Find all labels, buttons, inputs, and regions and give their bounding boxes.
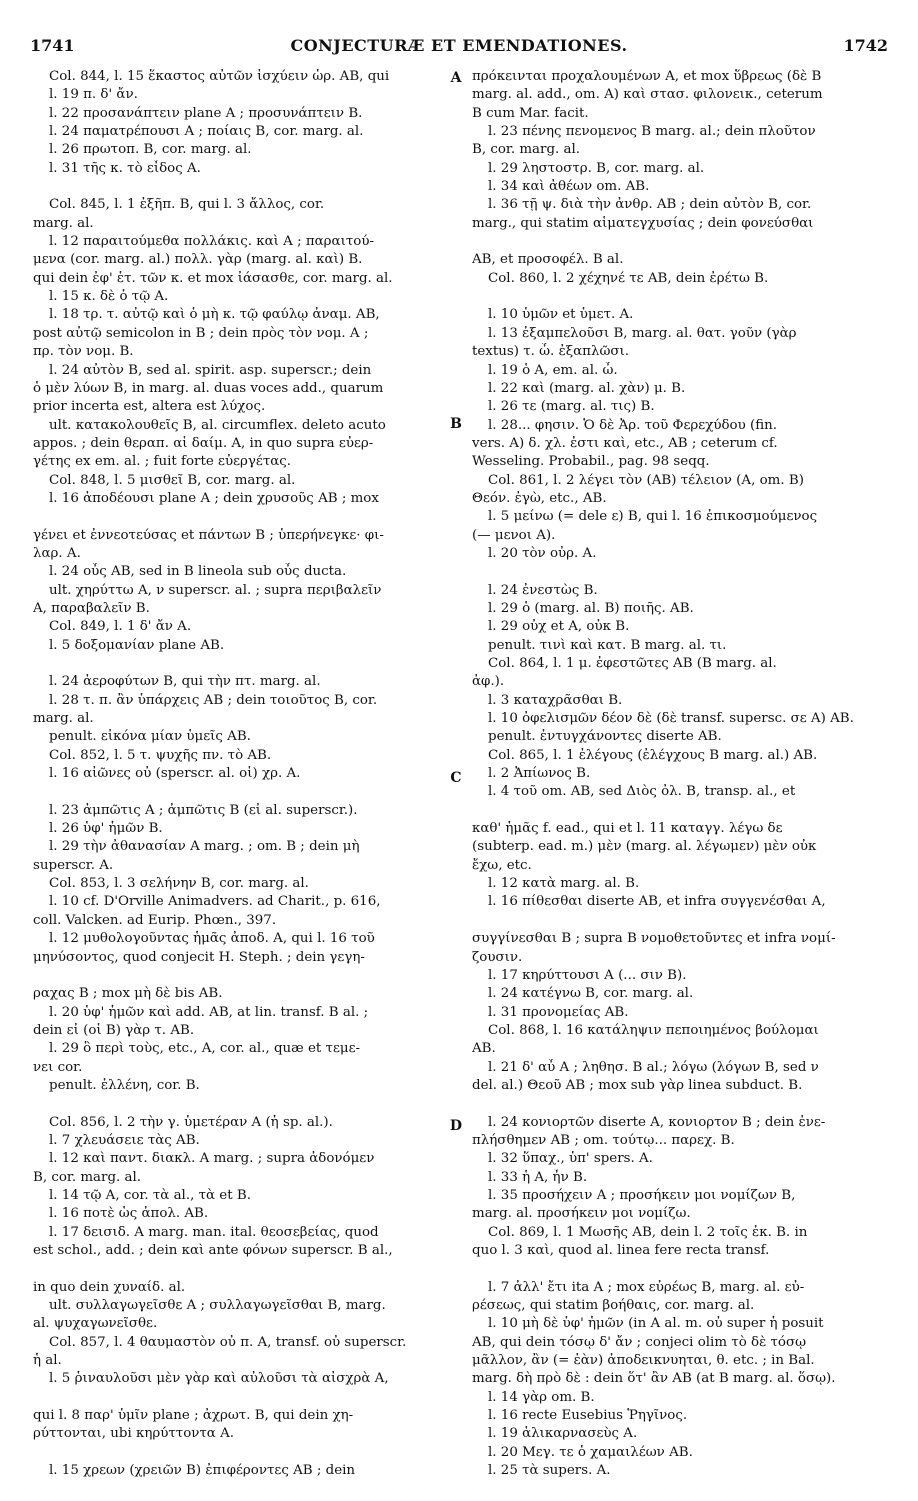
text-line: marg. al. προσήκειν μοι νομίζω. [472, 1206, 691, 1222]
text-line: l. 28 τ. π. ἂν ὑπάρχεις AB ; dein τοιοῦτος B, cor. [49, 692, 378, 708]
page-number-right: 1742 [843, 36, 888, 55]
text-line [472, 233, 882, 251]
text-line: Col. 849, l. 1 δ' ἄν A. [49, 619, 192, 635]
text-line: B cum Mar. facit. [472, 105, 589, 121]
text-line: l. 14 τῷ A, cor. τὰ al., τὰ et B. [49, 1187, 251, 1203]
text-line: Col. 865, l. 1 ἐλέγους (ἐλέγχους B marg. al.) AB. [488, 747, 818, 763]
text-line: l. 24 ἀεροφύτων B, qui τὴν πτ. marg. al. [49, 674, 321, 690]
text-line: l. 22 καὶ (marg. al. χὰν) μ. B. [488, 380, 686, 396]
text-line: l. 25 τὰ supers. A. [488, 1463, 611, 1479]
text-line: l. 7 χλευάσειε τὰς AB. [49, 1132, 200, 1148]
text-line: l. 24 κονιορτῶν diserte A, κονιορτον B ; dein ἐνε- [488, 1114, 826, 1130]
text-line: νει cor. [33, 1059, 83, 1075]
text-line: Col. 857, l. 4 θαυμαστὸν οὐ π. A, transf. οὐ superscr. [49, 1334, 407, 1350]
text-line: vers. A) δ. χλ. ἐστι καὶ, etc., AB ; ceterum cf. [472, 435, 778, 451]
text-line: al. ψυχαγωνεῖσθε. [33, 1316, 158, 1332]
text-line: ζουσιν. [472, 949, 523, 965]
text-line: πλήσθημεν AB ; om. τούτῳ... παρεχ. B. [472, 1132, 735, 1148]
text-line: l. 26 πρωτοπ. B, cor. marg. al. [49, 142, 252, 158]
text-line: coll. Valcken. ad Eurip. Phœn., 397. [33, 912, 277, 928]
text-line: ἡ al. [33, 1353, 62, 1369]
text-line: AB, qui dein τόσῳ δ' ἄν ; conjeci olim τὸ δὲ τόσῳ [472, 1334, 807, 1350]
text-line: l. 10 ὑμῶν et ὑμετ. A. [488, 307, 634, 323]
text-line: l. 20 Μεγ. τε ὁ χαμαιλέων AB. [488, 1444, 693, 1460]
text-line: l. 20 ὑφ' ἡμῶν καὶ add. AB, at lin. transf. B al. ; [49, 1004, 369, 1020]
text-line: l. 10 μὴ δὲ ὑφ' ἡμῶν (in A al. m. οὐ super ἡ posuit [488, 1316, 824, 1332]
text-line: l. 21 δ' αὖ A ; ληθησ. B al.; λόγω (λόγων B, sed ν [488, 1059, 819, 1075]
text-line: Wesseling. Probabil., pag. 98 seqq. [472, 454, 710, 470]
text-line: l. 28... φησιν. Ὁ δὲ Ἀρ. τοῦ Φερεχύδου (fin. [488, 417, 778, 433]
text-line: πρ. τὸν νομ. B. [33, 344, 134, 360]
text-line: l. 2 Ἀπίωνος B. [488, 766, 591, 782]
text-line: καθ' ἡμᾶς f. ead., qui et l. 11 καταγγ. λέγω δε [472, 821, 783, 837]
text-line: ult. συλλαγωγεῖσθε A ; συλλαγωγεῖσθαι B, marg. [49, 1298, 386, 1314]
text-line [33, 1095, 443, 1113]
text-line [472, 1095, 882, 1113]
text-line: l. 10 ὀφελισμῶν δέον δὲ (δὲ transf. supersc. σε A) AB. [488, 711, 854, 727]
text-line: l. 15 κ. δὲ ὁ τῷ A. [49, 289, 169, 305]
text-line: μηνύσοντος, quod conjecit H. Steph. ; dein γεγη- [33, 949, 365, 965]
text-line: l. 22 προσανάπτειν plane A ; προσυνάπτειν B. [49, 105, 363, 121]
text-line: B, cor. marg. al. [33, 1169, 142, 1185]
text-line: Col. 853, l. 3 σελήνην B, cor. marg. al. [49, 876, 309, 892]
text-line: B, cor. marg. al. [472, 142, 581, 158]
text-line: superscr. A. [33, 857, 114, 873]
text-line: l. 15 χρεων (χρειῶν B) ἐπιφέροντες AB ; dein [49, 1463, 356, 1479]
text-line: l. 14 γὰρ om. B. [488, 1389, 595, 1405]
text-line: l. 18 τρ. τ. αὐτῷ καὶ ὁ μὴ κ. τῷ φαύλῳ ἀναμ. AB, [49, 307, 380, 323]
text-line: Col. 848, l. 5 μισθεῖ B, cor. marg. al. [49, 472, 296, 488]
text-line: penult. ἐλλένη, cor. B. [49, 1077, 200, 1093]
text-line: συγγίνεσθαι B ; supra B νομοθετοῦντες et infra νομί- [472, 931, 836, 947]
text-line: l. 29 οὐχ et A, οὐκ B. [488, 619, 630, 635]
text-line: penult. ἐντυγχάνοντες diserte AB. [488, 729, 722, 745]
text-line: (subterp. ead. m.) μὲν (marg. al. λέγωμεν) μὲν οὐκ [472, 839, 817, 855]
text-line: dein εἰ (οἱ B) γὰρ τ. AB. [33, 1022, 195, 1038]
text-line: l. 17 δεισιδ. A marg. man. ital. θεοσεβείας, quod [49, 1224, 379, 1240]
text-line [33, 1260, 443, 1278]
margin-letter: D [449, 1118, 463, 1134]
text-line: AB. [472, 1041, 496, 1057]
margin-letter: B [450, 416, 462, 432]
text-line: l. 24 κατέγνω B, cor. marg. al. [488, 986, 694, 1002]
text-line: l. 17 κηρύττουσι A (... σιν B). [488, 967, 687, 983]
text-line: Col. 860, l. 2 χέχηνέ τε AB, dein ἐρέτω B. [488, 270, 769, 286]
text-line: l. 16 ποτὲ ὡς ἀπολ. AB. [49, 1206, 209, 1222]
text-line: AB, et προσοφέλ. B al. [472, 252, 624, 268]
text-line [33, 967, 443, 985]
text-line: πρόκεινται προχαλουμένων A, et mox ὕβρεως (δὲ B [472, 69, 822, 84]
text-line: ἔχω, etc. [472, 857, 532, 873]
text-line: Col. 861, l. 2 λέγει τὸν (AB) τέλειον (A, om. B) [488, 472, 804, 488]
text-line: Col. 868, l. 16 κατάληψιν πεποιημένος βούλομαι [488, 1022, 819, 1038]
text-line: (— μενοι A). [472, 527, 556, 543]
page-number-left: 1741 [30, 36, 75, 55]
text-line: l. 10 cf. D'Orville Animadvers. ad Charit., p. 616, [49, 894, 381, 910]
text-line: l. 36 τῇ ψ. διὰ τὴν ἀνθρ. AB ; dein αὐτὸν B, cor. [488, 197, 812, 213]
text-line: marg. δὴ πρὸ δὲ : dein ὅτ' ἂν AB (at B marg. al. ὅσῳ). [472, 1371, 836, 1387]
text-line: in quo dein χυναίδ. al. [33, 1279, 186, 1295]
text-line: l. 24 αὐτὸν B, sed al. spirit. asp. superscr.; dein [49, 362, 372, 378]
text-line: Col. 845, l. 1 ἐξῆπ. B, qui l. 3 ἄλλος, cor. [49, 197, 325, 213]
text-line: l. 19 ὁ A, em. al. ὦ. [488, 362, 618, 378]
text-line: l. 31 τῆς κ. τὸ εἶδος A. [49, 160, 201, 176]
text-line [472, 1260, 882, 1278]
text-line: marg. al. [33, 215, 94, 231]
left-column [33, 68, 443, 1480]
text-line: l. 5 ῥιναυλοῦσι μὲν γὰρ καὶ αὐλοῦσι τὰ αἰσχρὰ A, [49, 1371, 389, 1387]
text-line: l. 32 ὕπαχ., ὑπ' spers. A. [488, 1151, 653, 1167]
text-line: Col. 844, l. 15 ἕκαστος αὐτῶν ἰσχύειν ὡρ. AB, qui [49, 69, 390, 84]
text-line: textus) τ. ὦ. ἐξαπλῶσι. [472, 344, 630, 360]
text-line [33, 1389, 443, 1407]
text-line: l. 33 ἡ A, ἦν B. [488, 1169, 588, 1185]
text-line: marg., qui statim αἱματεγχυσίας ; dein φονεύσθαι [472, 215, 814, 231]
text-line: μᾶλλον, ἂν (= ἐὰν) ἀποδεικνυηται, θ. etc. ; in Bal. [472, 1353, 815, 1369]
text-line [33, 178, 443, 196]
text-line: l. 26 τε (marg. al. τις) B. [488, 399, 655, 415]
text-line: l. 31 προνομείας AB. [488, 1004, 629, 1020]
text-line: l. 12 κατὰ marg. al. B. [488, 876, 640, 892]
margin-letter: A [450, 70, 462, 86]
text-line: Col. 852, l. 5 τ. ψυχῆς πν. τὸ AB. [49, 747, 272, 763]
margin-letter: C [450, 770, 462, 786]
text-line [33, 783, 443, 801]
text-line: l. 16 recte Eusebius Ῥηγῖνος. [488, 1408, 688, 1424]
text-line: ὁ μὲν λύων B, in marg. al. duas voces add., quarum [33, 380, 384, 396]
right-column [472, 68, 882, 1480]
text-line: l. 12 μυθολογοῦντας ἡμᾶς ἀποδ. A, qui l. 16 τοῦ [49, 931, 375, 947]
text-line: post αὐτῷ semicolon in B ; dein πρὸς τὸν νομ. A ; [33, 325, 369, 341]
text-line: appos. ; dein θεραπ. αἱ δαίμ. A, in quo supra εὐερ- [33, 435, 374, 451]
text-line: l. 29 τὴν ἀθανασίαν A marg. ; om. B ; dein μὴ [49, 839, 360, 855]
text-line: l. 23 πένης πενομενος B marg. al.; dein πλοῦτον [488, 124, 816, 140]
text-line: γένει et ἐννεοτεύσας et πάντων B ; ὑπερήνεγκε· φι- [33, 527, 384, 543]
text-line [472, 802, 882, 820]
text-line: marg. al. [33, 711, 94, 727]
text-line: A, παραβαλεῖν B. [33, 600, 150, 616]
text-line: ἀφ.). [472, 674, 505, 690]
text-line [472, 563, 882, 581]
text-line: l. 19 ἁλικαρνασεὺς A. [488, 1426, 638, 1442]
text-line: marg. al. add., om. A) καὶ στασ. φιλονεικ., ceterum [472, 87, 823, 103]
text-line: prior incerta est, altera est λύχος. [33, 399, 266, 415]
text-line [472, 288, 882, 306]
text-line: del. al.) Θεοῦ AB ; mox sub γὰρ linea subduct. B. [472, 1077, 803, 1093]
text-line: qui l. 8 παρ' ὑμῖν plane ; ἀχρωτ. B, qui dein χη- [33, 1408, 354, 1424]
text-line: l. 4 τοῦ om. AB, sed Διὸς ὀλ. B, transp. al., et [488, 784, 796, 800]
text-line [33, 655, 443, 673]
text-line: ult. κατακολουθεῖς B, al. circumflex. deleto acuto [49, 417, 386, 433]
text-line: penult. τινὶ καὶ κατ. B marg. al. τι. [488, 637, 727, 653]
text-line: l. 24 παματρέπουσι A ; ποίαις B, cor. marg. al. [49, 124, 364, 140]
text-line: ραχας B ; mox μὴ δὲ bis AB. [33, 986, 223, 1002]
text-line: l. 12 παραιτούμεθα πολλάκις. καὶ A ; παραιτού- [49, 234, 374, 250]
text-line: est schol., add. ; dein καὶ ante φόνων superscr. B al., [33, 1243, 393, 1258]
text-line: l. 3 καταχρᾶσθαι B. [488, 692, 623, 708]
text-line: l. 12 καὶ παντ. διακλ. A marg. ; supra ἀδονόμεν [49, 1151, 375, 1167]
text-line: Col. 864, l. 1 μ. ἐφεστῶτες AB (B marg. al. [488, 656, 777, 671]
text-line: l. 34 καὶ ἀθέων om. AB. [488, 179, 650, 195]
text-line: l. 16 αἰῶνες οὐ (sperscr. al. οἱ) χρ. A. [49, 766, 301, 782]
running-title: CONJECTURÆ ET EMENDATIONES. [290, 36, 628, 55]
text-line: Col. 856, l. 2 τὴν γ. ὑμετέραν A (ἡ sp. al.). [49, 1114, 333, 1130]
text-line: l. 35 προσήχειν A ; προσήκειν μοι νομίζων B, [488, 1187, 796, 1203]
text-line: l. 20 τὸν οὐρ. A. [488, 545, 597, 561]
text-line: qui dein ἐφ' ἑτ. τῶν κ. et mox ἰάσασθε, cor. marg. al. [33, 270, 393, 286]
text-line: l. 16 πίθεσθαι diserte AB, et infra συγγενέσθαι A, [488, 894, 826, 910]
text-line: Col. 869, l. 1 Μωσῆς AB, dein l. 2 τοῖς ἐκ. B. in [488, 1224, 808, 1240]
text-line: Θεόν. ἐγὼ, etc., AB. [472, 490, 607, 506]
text-line: μενα (cor. marg. al.) πολλ. γὰρ (marg. al. καὶ) B. [33, 252, 363, 268]
text-line: ult. χηρύττω A, ν superscr. al. ; supra περιβαλεῖν [49, 582, 382, 598]
text-line: l. 26 ὑφ' ἡμῶν B. [49, 821, 163, 837]
text-line: quo l. 3 καὶ, quod al. linea fere recta transf. [472, 1243, 770, 1258]
text-line: l. 24 ἐνεστὼς B. [488, 582, 598, 598]
text-line [33, 1444, 443, 1462]
text-line: l. 13 ἐξαμπελοῦσι B, marg. al. θατ. γοῦν (γὰρ [488, 325, 797, 341]
text-line [33, 508, 443, 526]
text-line: l. 7 ἀλλ' ἔτι ita A ; mox εὐρέως B, marg. al. εὐ- [488, 1279, 805, 1295]
text-line: l. 23 ἀμπῶτις A ; ἀμπῶτις B (εἰ al. superscr.). [49, 802, 358, 818]
text-line: ρέσεως, qui statim βοήθαις, cor. marg. al. [472, 1298, 755, 1314]
text-line: ρύττονται, ubi κηρύττοντα A. [33, 1426, 235, 1442]
text-line: l. 24 οὖς AB, sed in B lineola sub οὖς ducta. [49, 564, 347, 580]
text-line: penult. εἰκόνα μίαν ὑμεῖς AB. [49, 729, 251, 745]
text-line: l. 5 μείνω (= dele ε) B, qui l. 16 ἐπικοσμούμενος [488, 509, 818, 525]
text-line: l. 29 ληστοστρ. B, cor. marg. al. [488, 160, 705, 176]
text-line: l. 29 ὁ (marg. al. B) ποιῆς. AB. [488, 600, 694, 616]
running-header [30, 36, 888, 60]
text-line: λαρ. A. [33, 545, 81, 561]
text-line [472, 912, 882, 930]
text-line: l. 29 ὃ περὶ τοὺς, etc., A, cor. al., quæ et τεμε- [49, 1041, 361, 1057]
text-line: l. 16 ἀποδέουσι plane A ; dein χρυσοῦς AB ; mox [49, 490, 379, 506]
text-line: l. 5 δοξομανίαν plane AB. [49, 637, 225, 653]
text-line: γέτης ex em. al. ; fuit forte εὐεργέτας. [33, 454, 292, 470]
text-line: l. 19 π. δ' ἄν. [49, 87, 138, 103]
